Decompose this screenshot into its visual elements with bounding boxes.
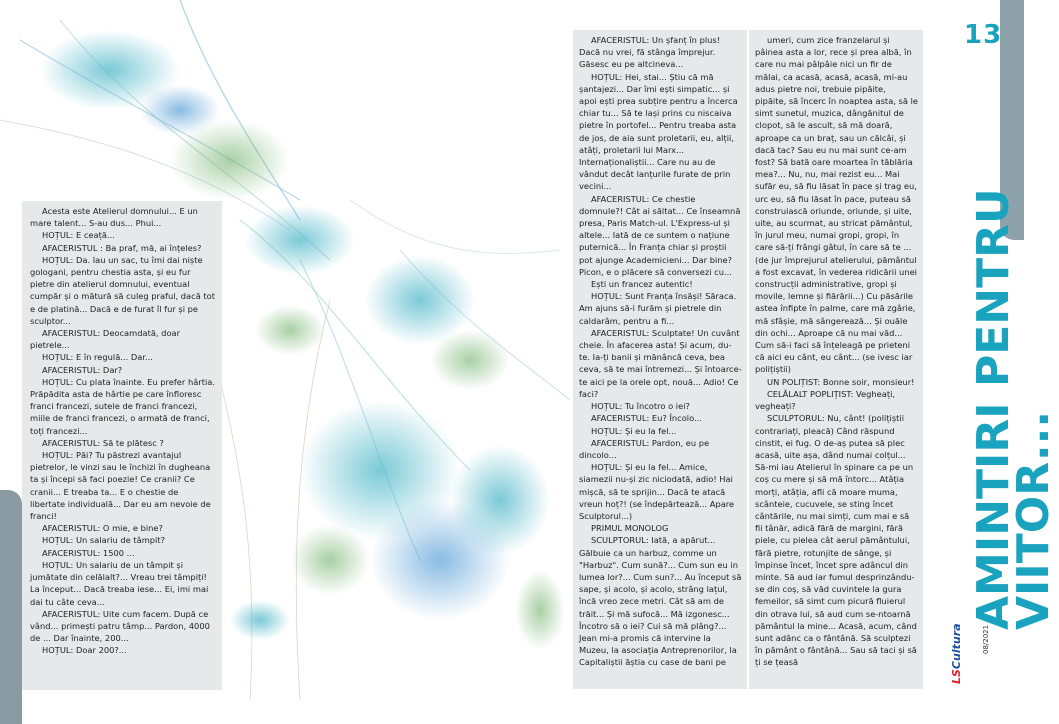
- paragraph: AFACERISTUL: Pardon, eu pe dincolo...: [579, 437, 710, 460]
- paragraph: HOȚUL: E în regulă... Dar...: [42, 352, 153, 363]
- paragraph: umeri, cum zice franzelarul și pâinea asta a lor, rece și prea albă, în care nu mai pâlpâie nici un fir de mălai, ca acasă, acasă, acasă, mi-au adus pietre noi, trebuie pipăite, pipăite, să încerc în noaptea asta, să le simt sunetul, muzica, dângănitul de clopot, să le ascult, să mă doară, aproape ca un braț, sau un călcâi, și dacă tac? Sau eu nu mai sunt ce-am fost? Să bată oare moartea în tăblăria mea?... Nu, nu, mai rezist eu... Mai sufăr eu, să fiu lăsat în pace și trag eu, urc eu, să fiu lăsat în pace, puteau să construiască oriunde, oriunde, și uite, uite, au scurmat, au stricat pământul, în jurul meu, numai gropi, gropi, în care să-ți frângi gâtul, în care să te ... (de jur împrejurul atelierului, pământul a fost excavat, în vederea ridicării unei construcții administrative, gropi și movile, lemne și fiărării...) Cu păsările astea înfipte în palme, care mă zgârie, mă sfâșie, mă sângerează... Și ouăle din ochi... Aproape că nu mai văd... Cum să-i faci să înțeleagă pe prieteni că aici eu cânt, eu cânt... (se ivesc iar polițiștii): [755, 35, 919, 375]
- paragraph: AFACERISTUL: 1500 ...: [42, 547, 135, 558]
- paragraph: UN POLIȚIST: Bonne soir, monsieur!: [767, 376, 915, 387]
- paragraph: PRIMUL MONOLOG: [591, 523, 669, 534]
- paragraph: HOȚUL: Hei, stai... Știu că mă șantajezi... Dar îmi ești simpatic... și apoi ești prea subțire pentru a încerca chiar tu... Să te lași prins cu niscaiva pietre în portofel... Pentru treaba asta de jos, de aia sunt proletarii, eu, alții, atâți, proletarii lui Marx... Internaționaliștii... Care nu au de vândut decât lanțurile furate de prin vecini...: [579, 71, 738, 192]
- article-title-line2: VIITOR...: [1008, 410, 1059, 630]
- paragraph: HOȚUL: Și eu la fel...: [591, 425, 677, 436]
- logo-name: Cultura: [950, 623, 963, 670]
- paragraph: AFACERISTUL: Un șfanț în plus! Dacă nu vrei, fă stânga împrejur. Găsesc eu pe altcineva...: [579, 35, 721, 70]
- paragraph: HOȚUL: Și eu la fel... Amice, siamezii nu-și zic niciodată, adio! Hai mișcă, să te sprijin... Dacă te atacă vreun hoț?! (se îndepărtează... Apare Sculptorul...): [579, 462, 735, 521]
- paragraph: HOȚUL: Da. Iau un sac, tu îmi dai niște gologani, pentru chestia asta, și eu fur pietre din atelierul domnului, eventual cumpăr și o mătură să culeg praful, dacă tot e de platină... Dacă e de furat îl fur și pe sculptor...: [30, 254, 216, 326]
- paragraph: CELĂLALT POPLIȚIST: Vegheați, vegheați?: [755, 388, 896, 412]
- paragraph: SCULPTORUL: Iată, a apărut... Gălbuie ca un harbuz, comme un "Harbuz". Cum sună?... Cum sun eu in lumea lor?... Cum sun?... Au început să sape, și acolo, și acolo, strâng lațul, încă vreo zece metri. Cât să am de trăit... Și mă sufocă... Mă izgonesc... Încotro să o iei? Cui să mă plâng?... Jean mi-a promis că intervine la Muzeu, la asociația Antreprenorilor, la Capitaliștii ăștia cu case de bani pe: [579, 535, 742, 668]
- paragraph: HOȚUL: Tu încotro o iei?: [591, 401, 690, 412]
- paragraph: HOȚUL: Păi? Tu păstrezi avantajul pietrelor, le vinzi sau le închizi în dugheana ta și începi să faci poezie! Ce cranii? Ce cranii... E treaba ta... E o chestie de libertate individuală... Dar eu am nevoie de franci!: [30, 450, 211, 522]
- paragraph: AFACERISTUL : Ba praf, mă, ai înțeles?: [42, 242, 202, 253]
- paragraph: HOȚUL: Doar 200?...: [42, 645, 127, 656]
- issue-date: 08/2021: [982, 624, 990, 654]
- logo-prefix: LS: [950, 669, 963, 684]
- paragraph: HOȚUL: Cu plata înainte. Eu prefer hârtia. Prăpădita asta de hârtie pe care înfloresc franci francezi, sutele de franci francezi, miile de franci francezi, o armată de franci, toți francezi...: [30, 376, 215, 436]
- side-tab-left: [0, 490, 22, 724]
- paragraph: Acesta este Atelierul domnului... E un mare talent... S-au dus... Phui...: [30, 206, 198, 229]
- page-number: 13: [964, 20, 1003, 50]
- paragraph: AFACERISTUL: Eu? Încolo...: [591, 413, 702, 424]
- paragraph: AFACERISTUL: Să te plătesc ?: [42, 437, 164, 448]
- paragraph: HOȚUL: Un salariu de tâmpit?: [42, 535, 165, 546]
- magazine-logo: [950, 623, 963, 684]
- text-column-left: [22, 201, 222, 690]
- paragraph: HOȚUL: E ceață...: [42, 230, 115, 241]
- article-title-line1: AMINTIRI PENTRU: [968, 188, 1019, 630]
- text-column-middle: [573, 30, 747, 689]
- article-title: [968, 188, 1059, 630]
- paragraph: AFACERISTUL: Sculptate! Un cuvânt cheie. În afacerea asta! Și acum, du-te. Ia-ți banii și mănâncă ceva, bea ceva, să te mai întremezi... Și întoarce-te aici pe la orele opt, nouă... Adio! Ce faci?: [579, 327, 742, 399]
- paragraph: AFACERISTUL: Deocamdată, doar pietrele...: [30, 328, 181, 351]
- paragraph: AFACERISTUL: Dar?: [42, 364, 123, 375]
- paragraph: HOȚUL: Sunt Franța însăși! Săraca. Am ajuns să-i furăm și pietrele din caldarâm, pentru a fi...: [579, 291, 737, 326]
- paragraph: AFACERISTUL: Ce chestie domnule?! Cât ai săltat... Ce înseamnă presa, Paris Match-ul. L'Express-ul și altele... Iată de ce suntem o națiune puternică... În Franța chiar și proștii pot ajunge Academicieni... Dar bine? Picon, e o plăcere să conversezi cu...: [579, 193, 741, 277]
- paragraph: AFACERISTUL: Uite cum facem. După ce vând... primești patru tâmp... Pardon, 4000 de ... Dar înainte, 200...: [30, 608, 210, 644]
- paragraph: HOȚUL: Un salariu de un tâmpit și jumătate din celălalt?... Vreau trei tâmpiți! La început... Dacă treaba iese... Ei, imi mai dai tu câte ceva...: [30, 559, 209, 607]
- paragraph: Ești un francez autentic!: [591, 279, 693, 290]
- text-column-right: [749, 30, 923, 689]
- paragraph: AFACERISTUL: O mie, e bine?: [42, 523, 163, 534]
- paragraph: SCULPTORUL: Nu, cânt! (polițiștii contrariați, pleacă) Când răspund cinstit, ei fug. O de-aș putea să plec acasă, uite așa, dând numai colțul... Să-mi iau Atelierul în spinare ca pe un coș cu mere și să mă întorc... Atâția morți, atâția, afli că moare muma, scânteie, cucuvele, se sting încet cântările, nu mai simți, cum mai e să fii tânăr, adică fără de margini, fără piele, cu pielea cât aerul pământului, fără pietre, rotunjite de sânge, și împinse încet, încet spre adâncul din minte. Să aud iar fumul desprinzându-se din coș, să văd cuvintele la gura femeilor, să simt cum picură fluierul din otrava lui, să aud cum se-ntoarnă pământul la mine... Acasă, acum, când sunt adânc ca o fântână. Să sculptezi în pământ o fântână... Sau să taci și să ți se țeasă: [755, 413, 917, 668]
